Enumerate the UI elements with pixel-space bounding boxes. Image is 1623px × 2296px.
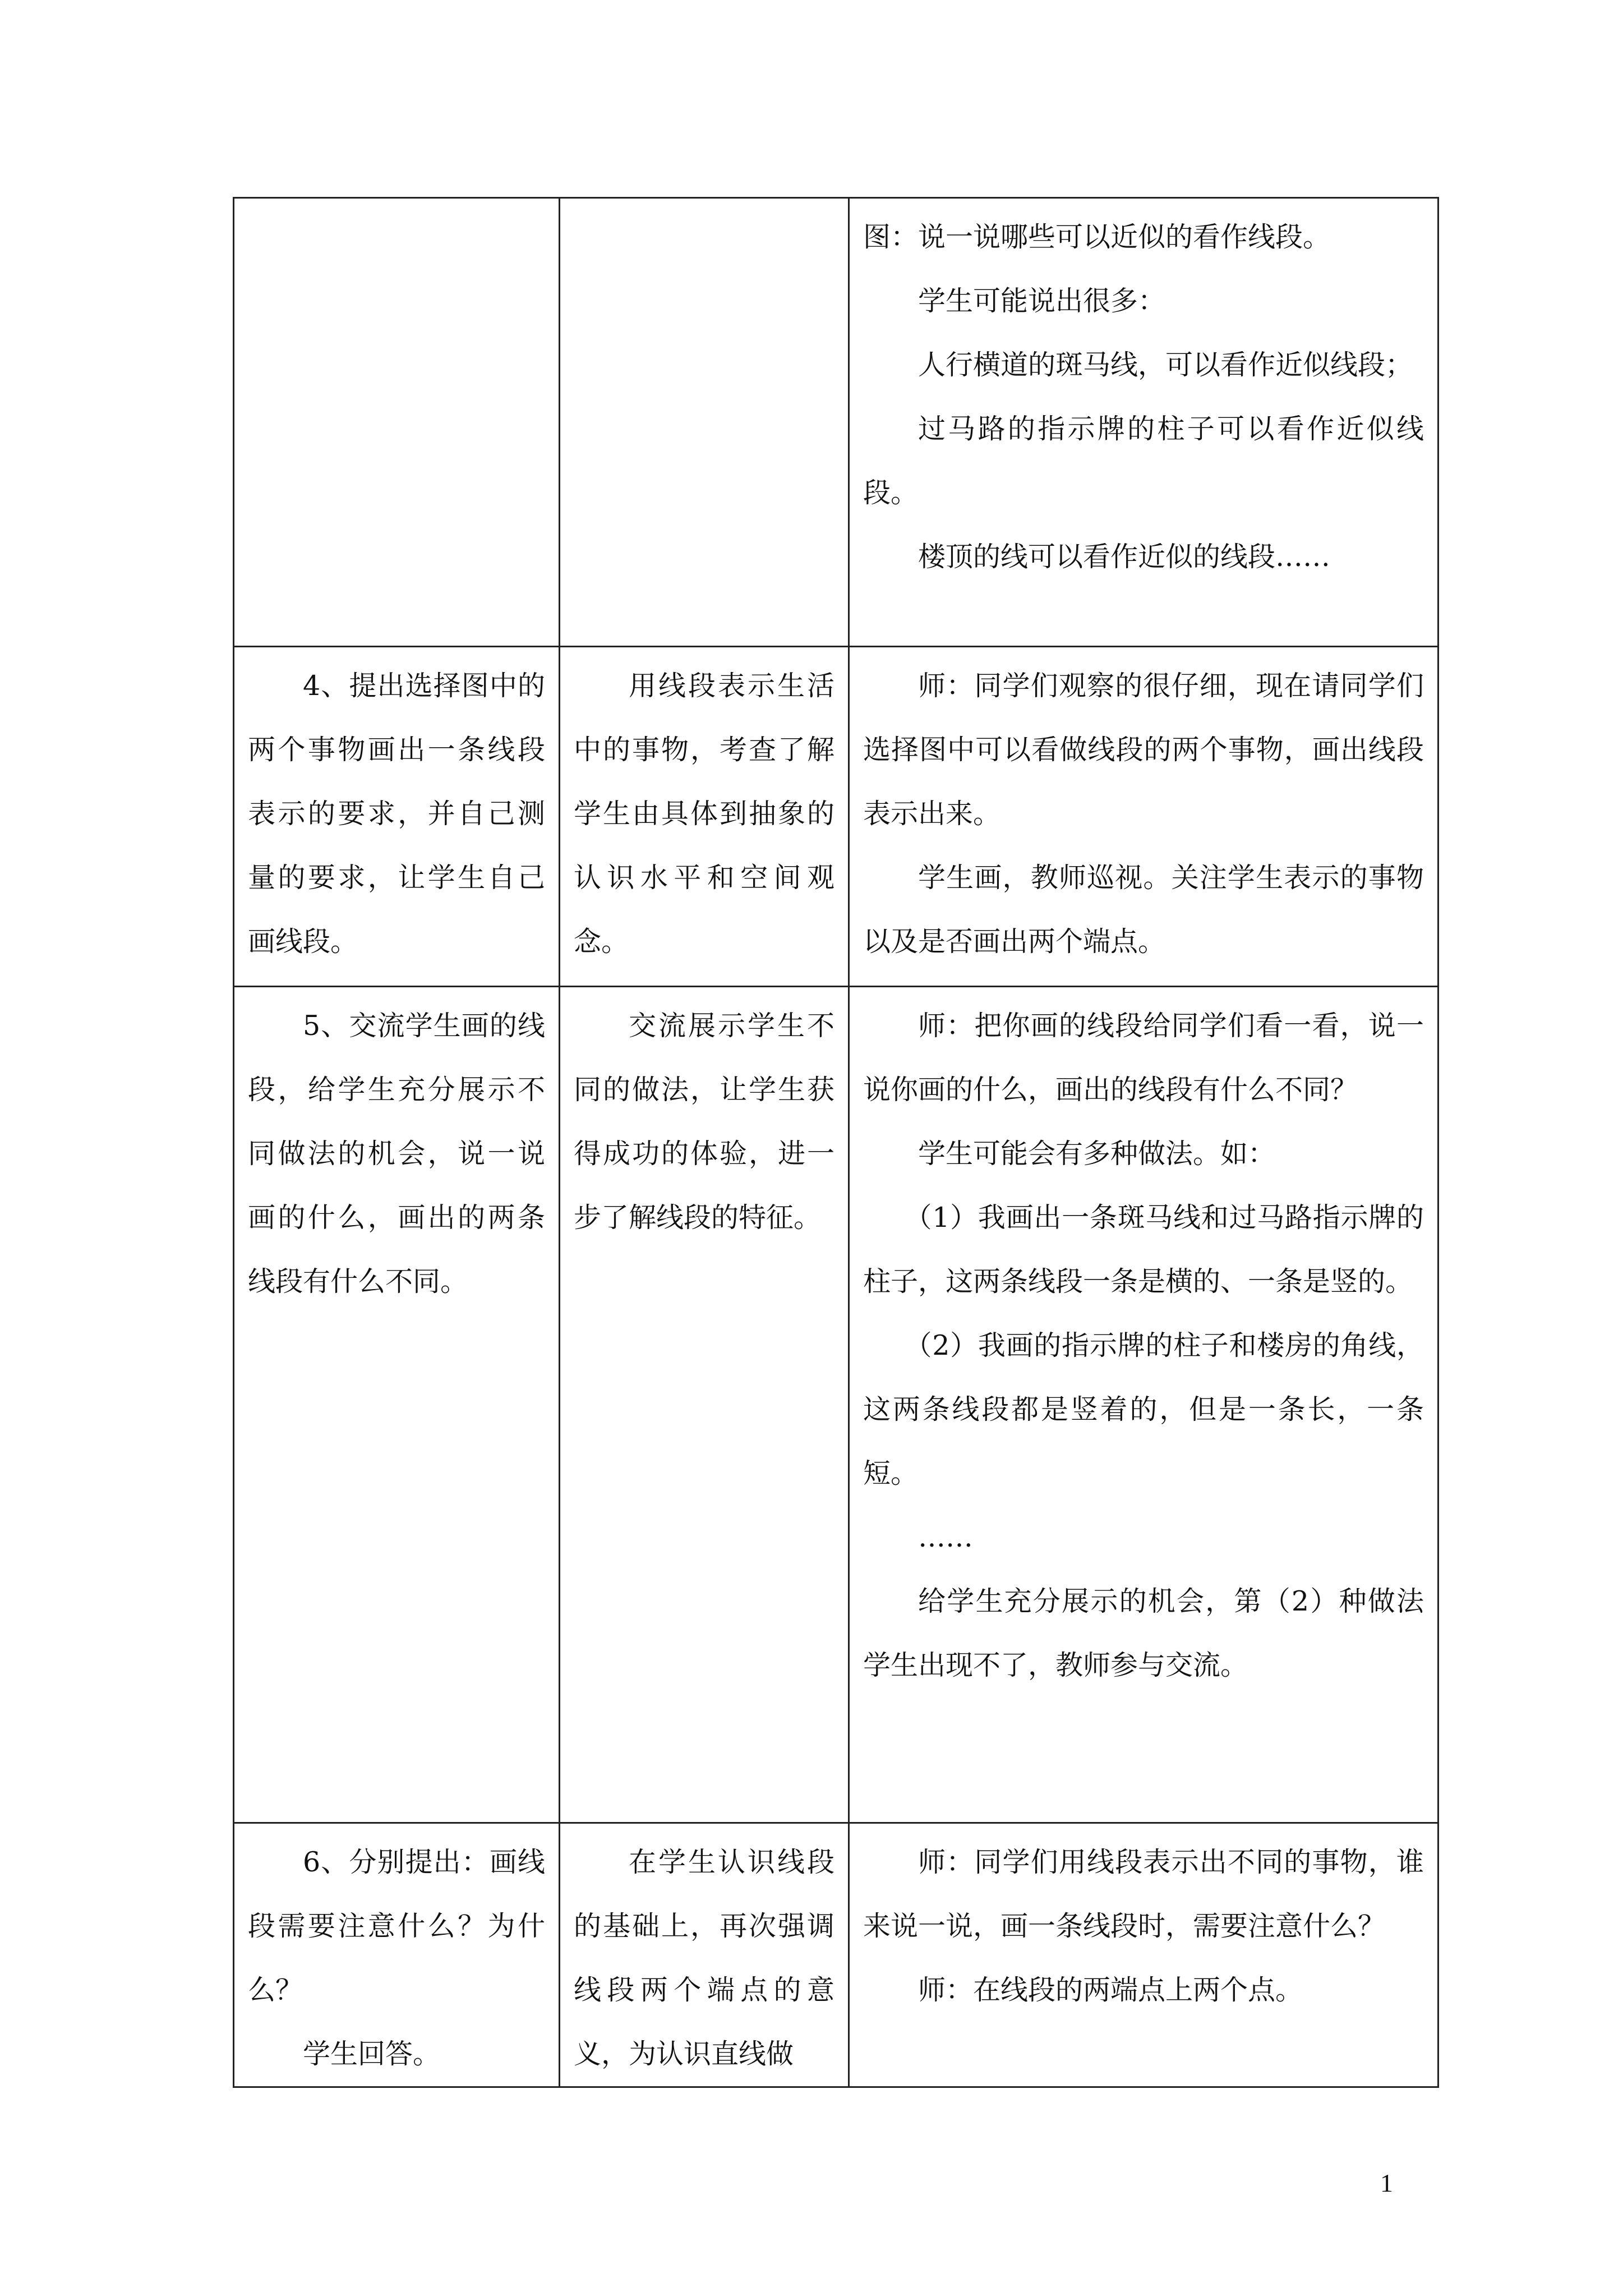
paragraph: 楼顶的线可以看作近似的线段…… [918,541,1331,573]
teaching-process-cell [849,987,1438,1823]
paragraph: 师：把你画的线段给同学们看一看，说一说你画的什么，画出的线段有什么不同？ [863,1010,1424,1106]
paragraph: 用线段表示生活中的事物，考查了解学生由具体到抽象的认识水平和空间观念。 [574,670,834,958]
paragraph: 学生可能会有多种做法。如： [918,1138,1276,1170]
step-cell [234,647,560,987]
paragraph: （2）我画的指示牌的柱子和楼房的角线，这两条线段都是竖着的，但是一条长，一条短。 [863,1329,1424,1489]
paragraph: 师：同学们观察的很仔细，现在请同学们选择图中可以看做线段的两个事物，画出线段表示出来。 [863,670,1424,830]
teaching-process-cell [849,198,1438,647]
paragraph: 在学生认识线段的基础上，再次强调线段两个端点的意义，为认识直线做 [574,1846,834,2070]
table-row [234,987,1438,1823]
paragraph: （1）我画出一条斑马线和过马路指示牌的柱子，这两条线段一条是横的、一条是竖的。 [863,1202,1424,1297]
paragraph: 学生可能说出很多： [918,285,1166,317]
teaching-process-cell [849,1823,1438,2087]
paragraph: 学生画，教师巡视。关注学生表示的事物以及是否画出两个端点。 [863,862,1424,958]
paragraph: 人行横道的斑马线，可以看作近似线段； [918,349,1413,381]
design-intent-cell [560,1823,849,2087]
step-cell [234,1823,560,2087]
lesson-plan-table [233,197,1439,2088]
paragraph: 给学生充分展示的机会，第（2）种做法学生出现不了，教师参与交流。 [863,1585,1424,1681]
teaching-process-cell [849,647,1438,987]
table-row [234,647,1438,987]
step-cell [234,987,560,1823]
paragraph: 图：说一说哪些可以近似的看作线段。 [863,221,1331,253]
page-number: 1 [1380,2169,1393,2197]
paragraph: …… [918,1521,973,1553]
design-intent-cell [560,987,849,1823]
design-intent-cell [560,198,849,647]
design-intent-cell [560,647,849,987]
paragraph: 过马路的指示牌的柱子可以看作近似线段。 [863,413,1424,509]
paragraph: 4、提出选择图中的两个事物画出一条线段表示的要求，并自己测量的要求，让学生自己画线段。 [248,670,545,958]
step-cell [234,198,560,647]
table-row [234,198,1438,647]
paragraph: 师：在线段的两端点上两个点。 [918,1974,1303,2006]
paragraph: 5、交流学生画的线段，给学生充分展示不同做法的机会，说一说画的什么，画出的两条线段有什么不同。 [248,1010,545,1297]
paragraph: 学生回答。 [303,2038,441,2070]
paragraph: 师：同学们用线段表示出不同的事物，谁来说一说，画一条线段时，需要注意什么？ [863,1846,1424,1942]
paragraph: 交流展示学生不同的做法，让学生获得成功的体验，进一步了解线段的特征。 [574,1010,834,1234]
table-row [234,1823,1438,2087]
paragraph: 6、分别提出：画线段需要注意什么？为什么？ [248,1846,545,2006]
